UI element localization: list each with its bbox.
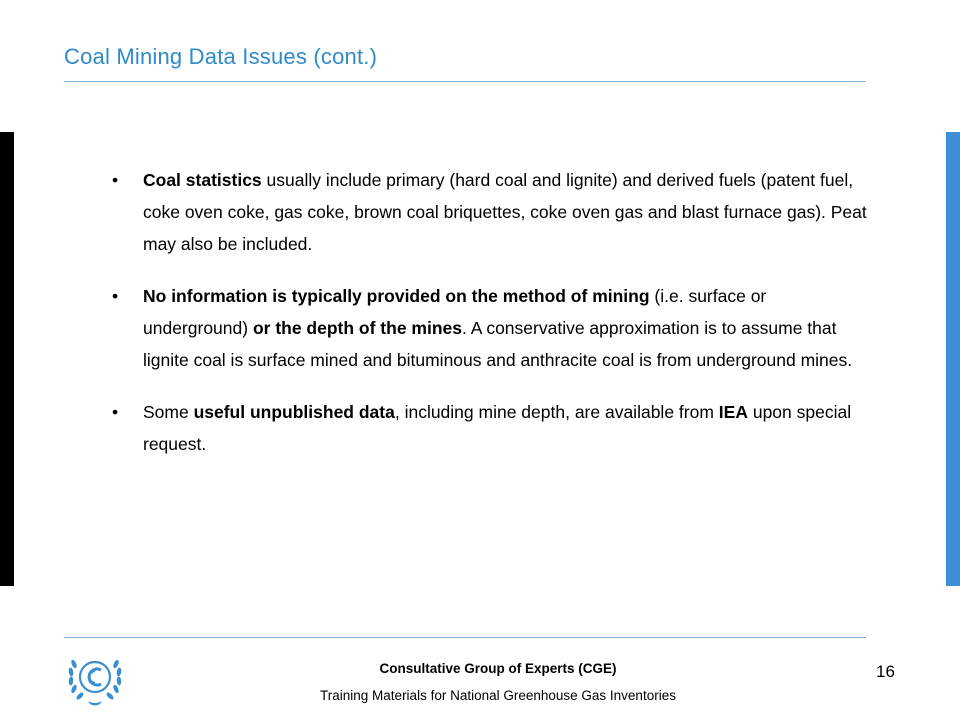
bullet-text: . A conservative approximation is to assume that lignite coal is surface mined and bituminous and anthracite coal is from underground mines. xyxy=(143,318,853,370)
footer-subtitle: Training Materials for National Greenhouse Gas Inventories xyxy=(320,688,676,703)
bullet-text-bold: or the depth of the mines xyxy=(252,318,462,338)
bullet-text-bold: useful unpublished data xyxy=(193,402,395,422)
bullet-text: Some xyxy=(143,402,194,422)
unfccc-laurel-logo-icon xyxy=(62,650,128,708)
bullet-marker: • xyxy=(112,286,119,306)
bullet-text: upon special request. xyxy=(143,402,852,454)
bullet-item xyxy=(112,280,872,376)
bullet-list xyxy=(112,164,872,480)
bullet-text-bold: No information is typically provided on the method of mining xyxy=(143,286,650,306)
left-accent-bar xyxy=(0,132,14,586)
footer-divider xyxy=(64,637,866,638)
footer-organization: Consultative Group of Experts (CGE) xyxy=(379,661,617,676)
bullet-text: , including mine depth, are available from xyxy=(394,402,719,422)
bullet-text-bold: IEA xyxy=(718,402,748,422)
bullet-marker: • xyxy=(112,170,119,190)
bullet-text-bold: Coal statistics xyxy=(143,170,262,190)
bullet-text: (i.e. surface or underground) xyxy=(143,286,767,338)
title-divider xyxy=(64,81,866,82)
bullet-marker: • xyxy=(112,402,119,422)
bullet-item xyxy=(112,396,872,460)
page-number: 16 xyxy=(876,662,895,681)
right-accent-bar xyxy=(946,132,960,586)
bullet-item xyxy=(112,164,872,260)
bullet-text: usually include primary (hard coal and lignite) and derived fuels (patent fuel, coke oven coke, gas coke, brown coal briquettes, coke oven gas and blast furnace gas). Peat may also be included. xyxy=(143,170,867,254)
slide-title: Coal Mining Data Issues (cont.) xyxy=(64,44,378,69)
